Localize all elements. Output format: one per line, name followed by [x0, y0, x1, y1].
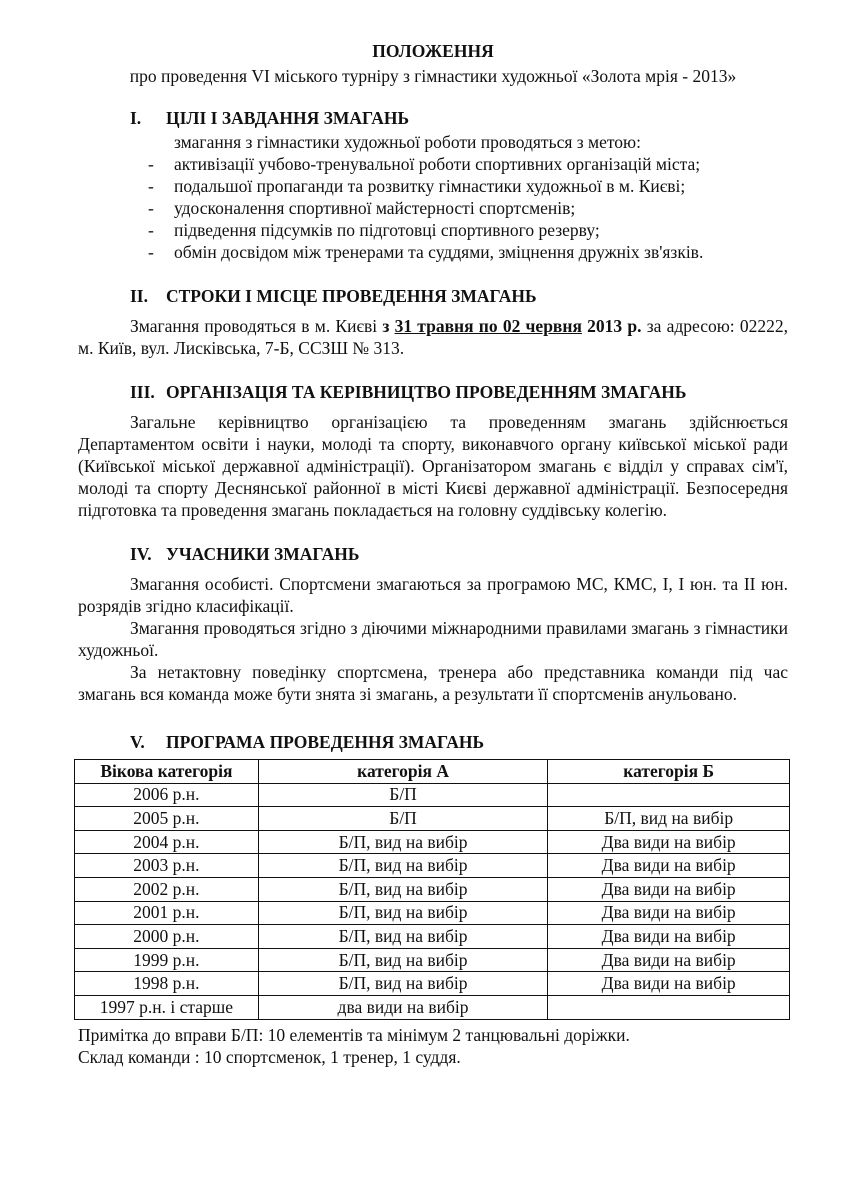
table-row: [75, 877, 790, 901]
date-range: 31 травня по 02 червня: [394, 316, 582, 336]
cell-age: 2004 р.н.: [75, 830, 259, 854]
cell-category-b: Два види на вибір: [548, 972, 790, 996]
year: 2013 р.: [581, 316, 642, 336]
column-header-category-a: категорія А: [258, 760, 548, 784]
table-row: [75, 925, 790, 949]
list-item-text: активізації учбово-тренувальної роботи спортивних організацій міста;: [174, 154, 701, 174]
cell-age: 1998 р.н.: [75, 972, 259, 996]
section-number: V.: [130, 732, 145, 752]
section-4-para-2: Змагання проводяться згідно з діючими міжнародними правилами змагань з гімнастики художньої.: [78, 618, 788, 660]
section-title: УЧАСНИКИ ЗМАГАНЬ: [166, 544, 360, 564]
section-number: IV.: [130, 544, 152, 564]
column-header-age: Вікова категорія: [75, 760, 259, 784]
table-body: [75, 783, 790, 1019]
column-header-category-b: категорія Б: [548, 760, 790, 784]
cell-category-a: Б/П, вид на вибір: [258, 877, 548, 901]
table-row: [75, 830, 790, 854]
bold-text: з: [382, 316, 395, 336]
section-5-heading: [78, 731, 788, 753]
cell-category-a: Б/П, вид на вибір: [258, 948, 548, 972]
cell-category-a: Б/П, вид на вибір: [258, 854, 548, 878]
dash-bullet: -: [148, 220, 154, 240]
section-title: ОРГАНІЗАЦІЯ ТА КЕРІВНИЦТВО ПРОВЕДЕННЯМ ЗМАГАНЬ: [166, 382, 687, 402]
cell-category-b: Два види на вибір: [548, 948, 790, 972]
section-title: ЦІЛІ І ЗАВДАННЯ ЗМАГАНЬ: [166, 108, 410, 128]
section-3-text: Загальне керівництво організацією та проведенням змагань здійснюється Департаментом освіти і науки, молоді та спорту, виконавчого органу київської міської ради (Київської міської державної адміністрації). Організатором змагань є відділ у справах сім'ї, молоді та спорту Деснянської районної в місті Києві державної адміністрації. Безпосередня підготовка та проведення змагань покладається на головну суддівську колегію.: [78, 412, 788, 520]
section-2-heading: [78, 285, 788, 307]
table-row: [75, 783, 790, 807]
cell-category-b: [548, 783, 790, 807]
document-page: [78, 40, 788, 1068]
cell-age: 2001 р.н.: [75, 901, 259, 925]
section-title: ПРОГРАМА ПРОВЕДЕННЯ ЗМАГАНЬ: [166, 732, 485, 752]
section-title: СТРОКИ І МІСЦЕ ПРОВЕДЕННЯ ЗМАГАНЬ: [166, 286, 537, 306]
cell-category-b: Б/П, вид на вибір: [548, 807, 790, 831]
dash-bullet: -: [148, 154, 154, 174]
cell-category-a: Б/П: [258, 807, 548, 831]
table-row: [75, 995, 790, 1019]
list-item: [78, 153, 788, 175]
cell-category-a: два види на вибір: [258, 995, 548, 1019]
section-number: II.: [130, 286, 148, 306]
table-row: [75, 901, 790, 925]
list-item: [78, 219, 788, 241]
cell-category-b: Два види на вибір: [548, 901, 790, 925]
cell-category-a: Б/П: [258, 783, 548, 807]
cell-age: 2003 р.н.: [75, 854, 259, 878]
cell-category-a: Б/П, вид на вибір: [258, 830, 548, 854]
program-table: [74, 759, 790, 1020]
list-item: [78, 197, 788, 219]
table-row: [75, 854, 790, 878]
list-item: [78, 175, 788, 197]
table-row: [75, 948, 790, 972]
dash-bullet: -: [148, 176, 154, 196]
cell-category-a: Б/П, вид на вибір: [258, 925, 548, 949]
cell-category-a: Б/П, вид на вибір: [258, 972, 548, 996]
table-row: [75, 807, 790, 831]
list-item-text: удосконалення спортивної майстерності спортсменів;: [174, 198, 576, 218]
cell-age: 1999 р.н.: [75, 948, 259, 972]
cell-age: 2002 р.н.: [75, 877, 259, 901]
section-3-heading: [78, 381, 788, 403]
table-note: Примітка до вправи Б/П: 10 елементів та мінімум 2 танцювальні доріжки.: [78, 1024, 630, 1045]
cell-age: 2005 р.н.: [75, 807, 259, 831]
cell-category-b: Два види на вибір: [548, 854, 790, 878]
section-number: III.: [130, 382, 155, 402]
goals-list: [78, 153, 788, 263]
table-header-row: [75, 760, 790, 784]
section-1-heading: [78, 107, 788, 129]
section-number: I.: [130, 108, 142, 128]
section-4-para-1: Змагання особисті. Спортсмени змагаються за програмою МС, КМС, І, І юн. та ІІ юн. розрядів згідно класифікації.: [78, 574, 788, 616]
document-subtitle: про проведення VІ міського турніру з гімнастики художньої «Золота мрія - 2013»: [129, 66, 737, 86]
cell-age: 1997 р.н. і старше: [75, 995, 259, 1019]
cell-category-b: Два види на вибір: [548, 877, 790, 901]
list-item-text: підведення підсумків по підготовці спортивного резерву;: [174, 220, 600, 240]
dash-bullet: -: [148, 198, 154, 218]
cell-category-a: Б/П, вид на вибір: [258, 901, 548, 925]
list-item-text: подальшої пропаганди та розвитку гімнастики художньої в м. Києві;: [174, 176, 686, 196]
section-1-intro: змагання з гімнастики художньої роботи проводяться з метою:: [174, 132, 641, 152]
section-2-text: [78, 315, 788, 359]
cell-category-b: Два види на вибір: [548, 830, 790, 854]
cell-age: 2006 р.н.: [75, 783, 259, 807]
section-4-heading: [78, 543, 788, 565]
address-text: за адресою: 02222, м. Київ, вул. Лисківська, 7-Б, ССЗШ № 313.: [78, 316, 789, 358]
cell-category-b: Два види на вибір: [548, 925, 790, 949]
cell-age: 2000 р.н.: [75, 925, 259, 949]
cell-category-b: [548, 995, 790, 1019]
section-4-para-3: За нетактовну поведінку спортсмена, тренера або представника команди під час змагань вся команда може бути знята зі змагань, а результати її спортсменів анульовано.: [78, 662, 788, 704]
document-title: ПОЛОЖЕННЯ: [372, 41, 494, 61]
list-item-text: обмін досвідом між тренерами та суддями, зміцнення дружніх зв'язків.: [174, 242, 704, 262]
list-item: [78, 241, 788, 263]
team-composition: Склад команди : 10 спортсменок, 1 тренер, 1 суддя.: [78, 1046, 461, 1067]
dash-bullet: -: [148, 242, 154, 262]
text: Змагання проводяться в м. Києві: [130, 316, 383, 336]
table-row: [75, 972, 790, 996]
